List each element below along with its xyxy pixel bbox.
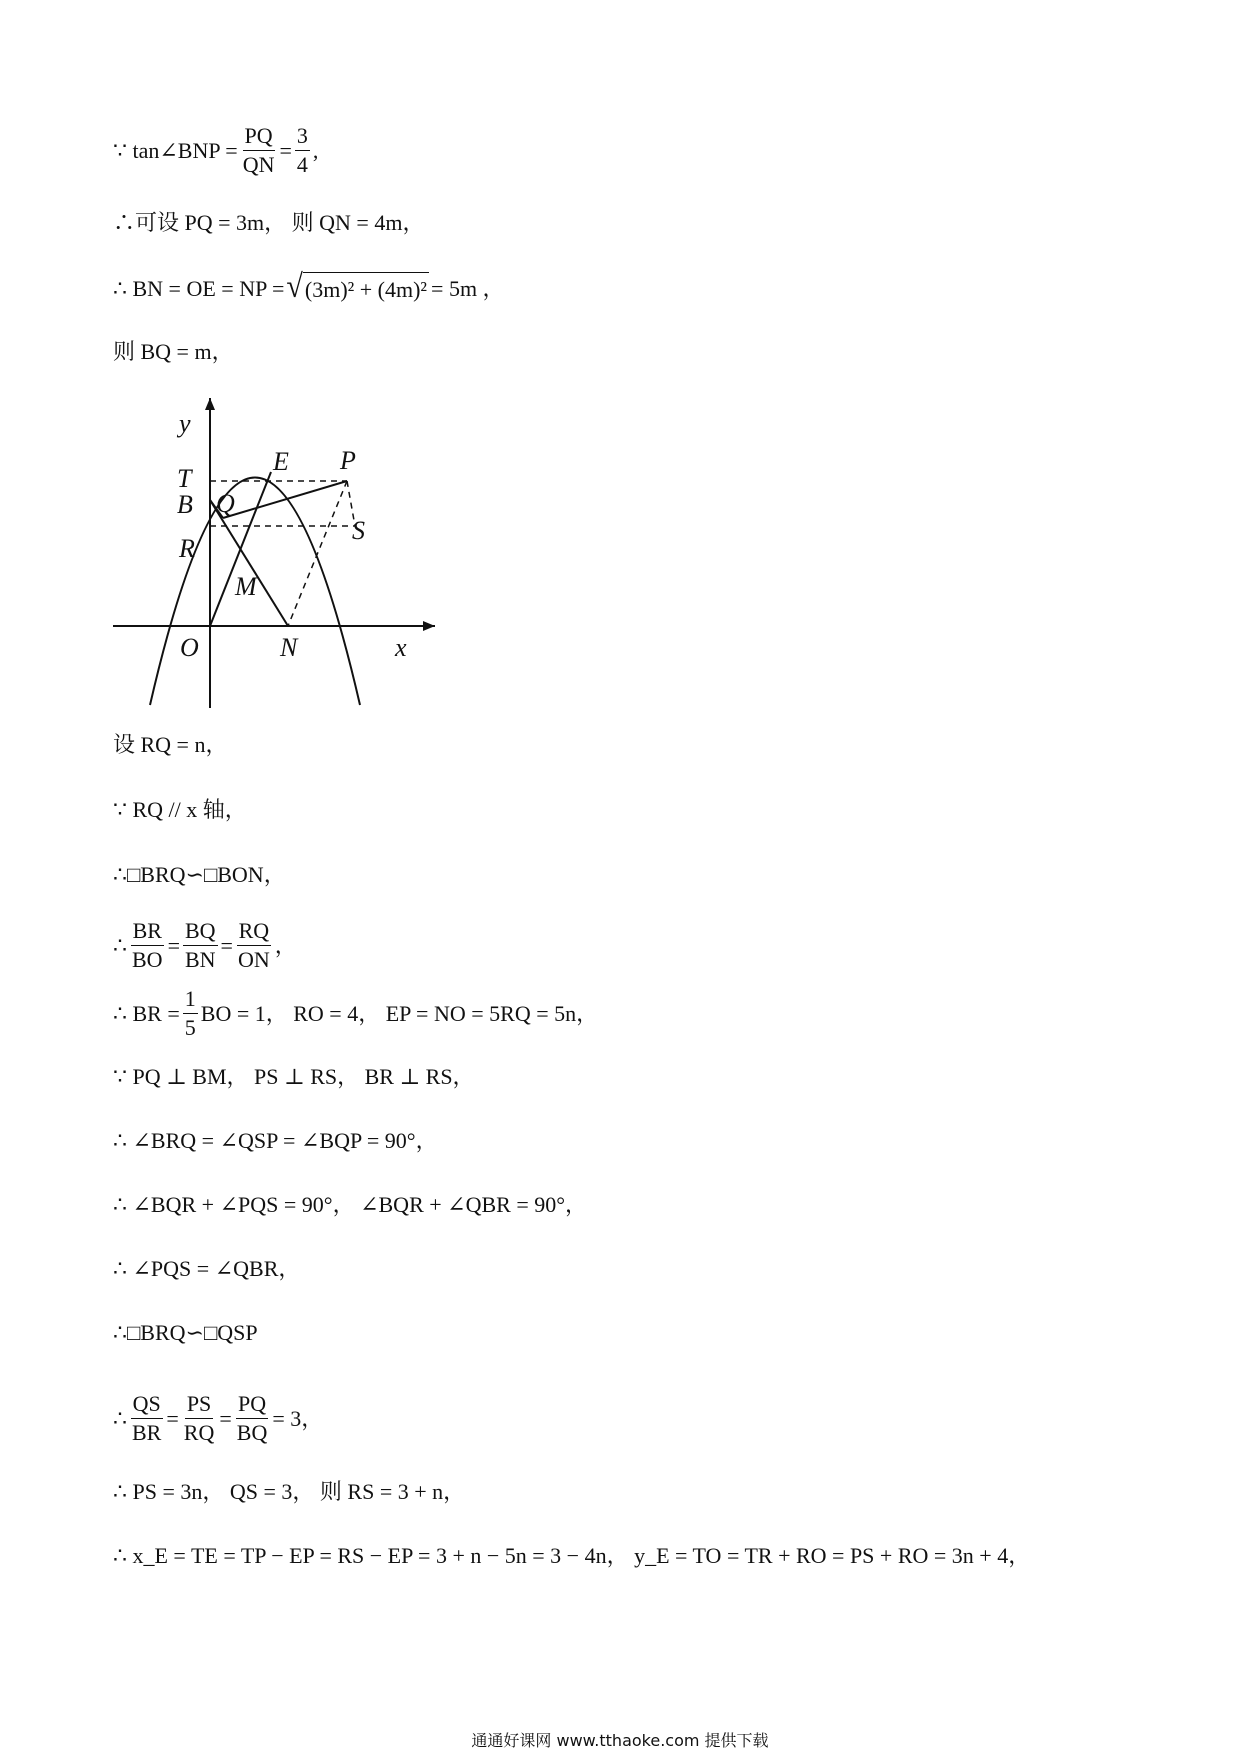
line-6: ∵ RQ // x 轴， — [113, 797, 247, 822]
radical-sign-icon: √ — [286, 268, 303, 305]
line-1-lead: ∵ tan∠BNP = — [113, 137, 238, 163]
fraction-pq-qn: $\frac{PQ}{QN}$ — [242, 123, 275, 177]
x-axis-arrow-icon — [423, 621, 435, 631]
fraction-ps-rq: $\frac{PS}{RQ}$ — [183, 1391, 215, 1445]
fraction-br-bo: $\frac{BR}{BO}$ — [132, 918, 163, 972]
fraction-1-5: $\frac{1}{5}$ — [184, 986, 196, 1040]
parabola-figure — [105, 390, 445, 710]
fraction-qs-br: $\frac{QS}{BR}$ — [132, 1391, 162, 1445]
page-footer: 通通好课网 www.tthaoke.com 提供下载 — [471, 1731, 769, 1750]
line-1: ∵ tan∠BNP = $\frac{PQ}{QN}$ = $\frac{3}{4}$ , — [113, 123, 319, 177]
label-m: M — [235, 572, 257, 601]
line-17: ∴ x_E = TE = TP − EP = RS − EP = 3 + n − 5n = 3 − 4n， y_E = TO = TR + RO = PS + RO = 3n + 4， — [113, 1543, 1031, 1568]
line-8: ∴ $\frac{BR}{BO}$ = $\frac{BQ}{BN}$ = $\frac{RQ}{ON}$ ， — [113, 918, 297, 972]
label-y: y — [179, 409, 191, 438]
line-11: ∴ ∠BRQ = ∠QSP = ∠BQP = 90°， — [113, 1128, 438, 1153]
line-16: ∴ PS = 3n， QS = 3， 则 RS = 3 + n， — [113, 1479, 466, 1504]
line-15: ∴ $\frac{QS}{BR}$ = $\frac{PS}{RQ}$ = $\frac{PQ}{BQ}$ = 3， — [113, 1391, 324, 1445]
label-e: E — [273, 447, 289, 476]
label-r: R — [179, 534, 195, 563]
line-12: ∴ ∠BQR + ∠PQS = 90°， ∠BQR + ∠QBR = 90°， — [113, 1192, 588, 1217]
y-axis-arrow-icon — [205, 398, 215, 410]
segment-bn — [210, 500, 288, 626]
fraction-3-4: $\frac{3}{4}$ — [296, 123, 308, 177]
line-3: ∴ BN = OE = NP = √ (3m)² + (4m)² = 5m ， — [113, 272, 505, 305]
fraction-pq-bq: $\frac{PQ}{BQ}$ — [236, 1391, 268, 1445]
line-7: ∴□BRQ∽□BON， — [113, 862, 286, 887]
line-4: 则 BQ = m， — [113, 339, 234, 364]
label-x: x — [395, 633, 407, 662]
fraction-bq-bn: $\frac{BQ}{BN}$ — [184, 918, 216, 972]
square-root: √ (3m)² + (4m)² — [286, 272, 429, 305]
segment-qp — [223, 481, 347, 518]
line-14: ∴□BRQ∽□QSP — [113, 1320, 258, 1345]
line-13: ∴ ∠PQS = ∠QBR， — [113, 1256, 301, 1281]
figure-svg — [105, 390, 445, 710]
label-s: S — [352, 516, 365, 545]
fraction-rq-on: $\frac{RQ}{ON}$ — [237, 918, 270, 972]
label-o: O — [180, 633, 199, 662]
line-2: ∴可设 PQ = 3m， 则 QN = 4m， — [113, 210, 425, 235]
label-q: Q — [216, 489, 235, 518]
line-9: ∴ BR = $\frac{1}{5}$ BO = 1， RO = 4， EP = NO = 5RQ = 5n， — [113, 986, 599, 1040]
label-n: N — [280, 633, 298, 662]
line-10: ∵ PQ ⊥ BM， PS ⊥ RS， BR ⊥ RS， — [113, 1064, 475, 1089]
label-t: T — [177, 464, 192, 493]
label-b: B — [177, 490, 193, 519]
segment-pn — [288, 481, 347, 626]
line-5: 设 RQ = n， — [113, 732, 228, 757]
label-p: P — [340, 446, 356, 475]
